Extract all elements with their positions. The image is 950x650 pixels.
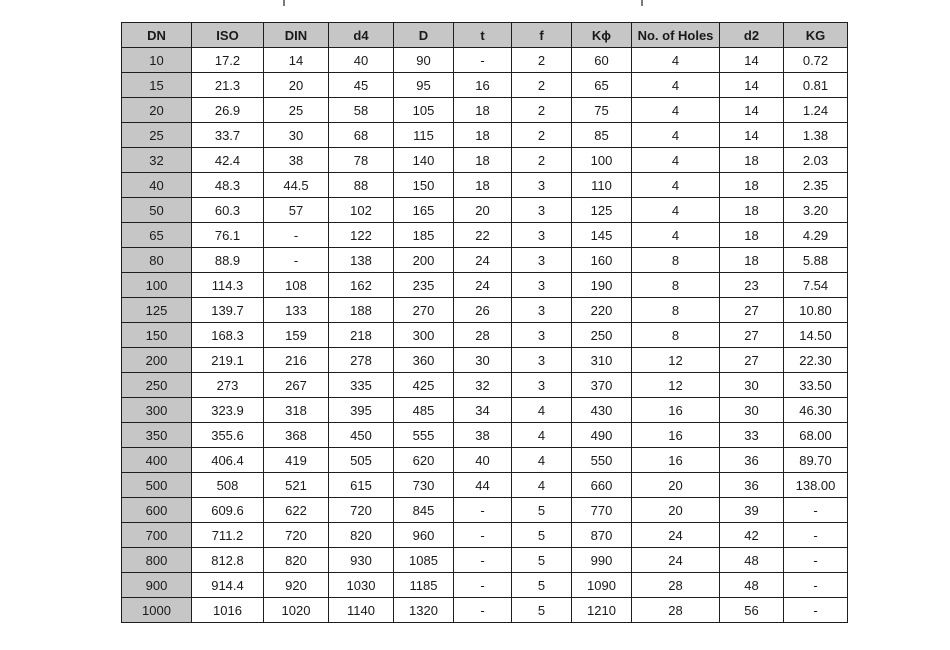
cell-d2: 42 xyxy=(720,523,784,548)
cell-iso: 26.9 xyxy=(192,98,264,123)
cell-t: 32 xyxy=(454,373,512,398)
cell-f: 3 xyxy=(512,273,572,298)
cell-din: 108 xyxy=(264,273,329,298)
cell-iso: 406.4 xyxy=(192,448,264,473)
cell-dn: 40 xyxy=(122,173,192,198)
cell-k-phi: 100 xyxy=(572,148,632,173)
cell-dn: 25 xyxy=(122,123,192,148)
cell-k-phi: 125 xyxy=(572,198,632,223)
cell-iso: 323.9 xyxy=(192,398,264,423)
cell-t: 18 xyxy=(454,173,512,198)
cell-t: 30 xyxy=(454,348,512,373)
cell-t: 16 xyxy=(454,73,512,98)
cell-kg: 46.30 xyxy=(784,398,848,423)
cell-d: 300 xyxy=(394,323,454,348)
cell-iso: 42.4 xyxy=(192,148,264,173)
cell-no-of-holes: 28 xyxy=(632,598,720,623)
cell-k-phi: 85 xyxy=(572,123,632,148)
column-header-kg: KG xyxy=(784,23,848,48)
cell-t: 24 xyxy=(454,273,512,298)
cell-d4: 138 xyxy=(329,248,394,273)
cell-d: 360 xyxy=(394,348,454,373)
table-row xyxy=(122,573,848,598)
cell-d2: 48 xyxy=(720,548,784,573)
cell-iso: 355.6 xyxy=(192,423,264,448)
cell-k-phi: 430 xyxy=(572,398,632,423)
cell-k-phi: 190 xyxy=(572,273,632,298)
cell-iso: 60.3 xyxy=(192,198,264,223)
cell-kg: 2.35 xyxy=(784,173,848,198)
cell-f: 4 xyxy=(512,473,572,498)
cell-t: 38 xyxy=(454,423,512,448)
cell-f: 3 xyxy=(512,248,572,273)
cell-d: 960 xyxy=(394,523,454,548)
cell-no-of-holes: 20 xyxy=(632,473,720,498)
cell-k-phi: 310 xyxy=(572,348,632,373)
table-row xyxy=(122,173,848,198)
cell-t: - xyxy=(454,523,512,548)
table-row xyxy=(122,323,848,348)
cell-d: 1085 xyxy=(394,548,454,573)
cell-d2: 27 xyxy=(720,323,784,348)
cell-d4: 78 xyxy=(329,148,394,173)
table-row xyxy=(122,473,848,498)
cell-d: 1185 xyxy=(394,573,454,598)
column-header-k-phi: Kϕ xyxy=(572,23,632,48)
table-row xyxy=(122,223,848,248)
cell-no-of-holes: 4 xyxy=(632,123,720,148)
cell-kg: - xyxy=(784,523,848,548)
cell-no-of-holes: 8 xyxy=(632,273,720,298)
cell-d4: 278 xyxy=(329,348,394,373)
cell-d2: 30 xyxy=(720,398,784,423)
cell-k-phi: 110 xyxy=(572,173,632,198)
cell-d: 270 xyxy=(394,298,454,323)
cell-iso: 33.7 xyxy=(192,123,264,148)
cell-k-phi: 250 xyxy=(572,323,632,348)
cell-d4: 188 xyxy=(329,298,394,323)
cell-no-of-holes: 4 xyxy=(632,48,720,73)
cell-k-phi: 160 xyxy=(572,248,632,273)
cell-d4: 218 xyxy=(329,323,394,348)
cropped-text-fragment xyxy=(283,0,285,6)
column-header-t: t xyxy=(454,23,512,48)
table-row xyxy=(122,373,848,398)
table-row xyxy=(122,348,848,373)
cell-kg: - xyxy=(784,498,848,523)
cell-f: 4 xyxy=(512,423,572,448)
cell-d2: 36 xyxy=(720,448,784,473)
cell-iso: 168.3 xyxy=(192,323,264,348)
cell-d2: 14 xyxy=(720,98,784,123)
cell-iso: 1016 xyxy=(192,598,264,623)
cell-d2: 39 xyxy=(720,498,784,523)
cell-t: - xyxy=(454,573,512,598)
cell-f: 5 xyxy=(512,573,572,598)
column-header-no-of-holes: No. of Holes xyxy=(632,23,720,48)
cell-iso: 114.3 xyxy=(192,273,264,298)
cell-din: - xyxy=(264,248,329,273)
cell-d: 1320 xyxy=(394,598,454,623)
cell-kg: 14.50 xyxy=(784,323,848,348)
cell-no-of-holes: 4 xyxy=(632,98,720,123)
table-row xyxy=(122,448,848,473)
flange-dimensions-table xyxy=(121,22,848,623)
cell-iso: 812.8 xyxy=(192,548,264,573)
cell-d2: 36 xyxy=(720,473,784,498)
cell-f: 3 xyxy=(512,373,572,398)
cell-dn: 65 xyxy=(122,223,192,248)
cell-iso: 508 xyxy=(192,473,264,498)
table-row xyxy=(122,548,848,573)
cell-d4: 68 xyxy=(329,123,394,148)
cell-kg: 22.30 xyxy=(784,348,848,373)
cell-d2: 33 xyxy=(720,423,784,448)
table-row xyxy=(122,248,848,273)
cell-iso: 21.3 xyxy=(192,73,264,98)
cell-k-phi: 990 xyxy=(572,548,632,573)
cell-kg: 10.80 xyxy=(784,298,848,323)
column-header-f: f xyxy=(512,23,572,48)
cell-dn: 500 xyxy=(122,473,192,498)
cell-f: 3 xyxy=(512,173,572,198)
cell-no-of-holes: 8 xyxy=(632,298,720,323)
cell-din: 1020 xyxy=(264,598,329,623)
cell-k-phi: 370 xyxy=(572,373,632,398)
cell-iso: 139.7 xyxy=(192,298,264,323)
cell-f: 5 xyxy=(512,498,572,523)
cell-iso: 17.2 xyxy=(192,48,264,73)
cell-t: 20 xyxy=(454,198,512,223)
cell-d2: 18 xyxy=(720,148,784,173)
cell-d2: 56 xyxy=(720,598,784,623)
cell-dn: 125 xyxy=(122,298,192,323)
cell-f: 3 xyxy=(512,348,572,373)
cell-din: 159 xyxy=(264,323,329,348)
column-header-iso: ISO xyxy=(192,23,264,48)
cell-d4: 40 xyxy=(329,48,394,73)
cell-din: 318 xyxy=(264,398,329,423)
cell-f: 4 xyxy=(512,398,572,423)
cell-f: 2 xyxy=(512,73,572,98)
cell-dn: 15 xyxy=(122,73,192,98)
cell-k-phi: 145 xyxy=(572,223,632,248)
cell-no-of-holes: 16 xyxy=(632,423,720,448)
cell-iso: 914.4 xyxy=(192,573,264,598)
cell-k-phi: 220 xyxy=(572,298,632,323)
cell-dn: 800 xyxy=(122,548,192,573)
cell-d: 105 xyxy=(394,98,454,123)
cell-k-phi: 550 xyxy=(572,448,632,473)
cell-d4: 102 xyxy=(329,198,394,223)
cell-kg: 1.24 xyxy=(784,98,848,123)
cell-f: 3 xyxy=(512,223,572,248)
cell-dn: 1000 xyxy=(122,598,192,623)
table-row xyxy=(122,198,848,223)
table-row xyxy=(122,523,848,548)
cell-kg: 3.20 xyxy=(784,198,848,223)
cell-k-phi: 660 xyxy=(572,473,632,498)
cell-d: 200 xyxy=(394,248,454,273)
cell-d4: 58 xyxy=(329,98,394,123)
cell-d4: 395 xyxy=(329,398,394,423)
cell-dn: 250 xyxy=(122,373,192,398)
cell-d2: 14 xyxy=(720,73,784,98)
cell-t: - xyxy=(454,548,512,573)
cell-k-phi: 60 xyxy=(572,48,632,73)
cell-t: 44 xyxy=(454,473,512,498)
cell-d: 140 xyxy=(394,148,454,173)
table-row xyxy=(122,298,848,323)
cell-k-phi: 75 xyxy=(572,98,632,123)
cell-d2: 18 xyxy=(720,173,784,198)
table-row xyxy=(122,73,848,98)
cell-dn: 10 xyxy=(122,48,192,73)
cell-kg: 33.50 xyxy=(784,373,848,398)
cell-d4: 450 xyxy=(329,423,394,448)
cell-k-phi: 1090 xyxy=(572,573,632,598)
cell-d4: 720 xyxy=(329,498,394,523)
column-header-dn: DN xyxy=(122,23,192,48)
cell-t: 40 xyxy=(454,448,512,473)
cell-kg: 89.70 xyxy=(784,448,848,473)
cell-iso: 273 xyxy=(192,373,264,398)
cell-f: 2 xyxy=(512,123,572,148)
cell-t: 22 xyxy=(454,223,512,248)
cell-no-of-holes: 4 xyxy=(632,198,720,223)
cell-kg: 0.81 xyxy=(784,73,848,98)
cropped-text-fragment xyxy=(641,0,643,6)
cell-d4: 88 xyxy=(329,173,394,198)
cell-d: 485 xyxy=(394,398,454,423)
cell-dn: 20 xyxy=(122,98,192,123)
cell-d2: 23 xyxy=(720,273,784,298)
cell-kg: 4.29 xyxy=(784,223,848,248)
cell-d: 90 xyxy=(394,48,454,73)
cell-d4: 335 xyxy=(329,373,394,398)
cell-din: 267 xyxy=(264,373,329,398)
cell-d4: 505 xyxy=(329,448,394,473)
cell-kg: 138.00 xyxy=(784,473,848,498)
cell-kg: 2.03 xyxy=(784,148,848,173)
cell-t: 18 xyxy=(454,98,512,123)
cell-d4: 615 xyxy=(329,473,394,498)
table-row xyxy=(122,123,848,148)
cell-dn: 50 xyxy=(122,198,192,223)
cell-t: 28 xyxy=(454,323,512,348)
cell-iso: 711.2 xyxy=(192,523,264,548)
cropped-heading-fragments xyxy=(0,0,950,10)
cell-no-of-holes: 16 xyxy=(632,398,720,423)
cell-din: 720 xyxy=(264,523,329,548)
cell-d4: 930 xyxy=(329,548,394,573)
cell-k-phi: 870 xyxy=(572,523,632,548)
cell-din: 622 xyxy=(264,498,329,523)
cell-din: 920 xyxy=(264,573,329,598)
cell-iso: 609.6 xyxy=(192,498,264,523)
cell-no-of-holes: 4 xyxy=(632,223,720,248)
cell-d2: 18 xyxy=(720,223,784,248)
cell-t: 34 xyxy=(454,398,512,423)
table-row xyxy=(122,98,848,123)
cell-k-phi: 490 xyxy=(572,423,632,448)
cell-f: 2 xyxy=(512,148,572,173)
cell-no-of-holes: 16 xyxy=(632,448,720,473)
cell-dn: 100 xyxy=(122,273,192,298)
cell-dn: 900 xyxy=(122,573,192,598)
cell-din: 820 xyxy=(264,548,329,573)
cell-kg: - xyxy=(784,598,848,623)
cell-no-of-holes: 8 xyxy=(632,248,720,273)
cell-kg: - xyxy=(784,573,848,598)
cell-din: 57 xyxy=(264,198,329,223)
cell-no-of-holes: 4 xyxy=(632,148,720,173)
cell-f: 2 xyxy=(512,98,572,123)
cell-dn: 350 xyxy=(122,423,192,448)
cell-f: 2 xyxy=(512,48,572,73)
column-header-din: DIN xyxy=(264,23,329,48)
cell-din: 20 xyxy=(264,73,329,98)
cell-kg: 7.54 xyxy=(784,273,848,298)
table-row xyxy=(122,423,848,448)
cell-dn: 80 xyxy=(122,248,192,273)
table-row xyxy=(122,273,848,298)
cell-t: 18 xyxy=(454,123,512,148)
cell-no-of-holes: 8 xyxy=(632,323,720,348)
cell-d: 115 xyxy=(394,123,454,148)
cell-din: 14 xyxy=(264,48,329,73)
cell-din: 521 xyxy=(264,473,329,498)
cell-d4: 45 xyxy=(329,73,394,98)
cell-d: 150 xyxy=(394,173,454,198)
cell-iso: 219.1 xyxy=(192,348,264,373)
cell-dn: 200 xyxy=(122,348,192,373)
cell-iso: 76.1 xyxy=(192,223,264,248)
cell-f: 5 xyxy=(512,598,572,623)
cell-d4: 122 xyxy=(329,223,394,248)
cell-dn: 600 xyxy=(122,498,192,523)
cell-d4: 1030 xyxy=(329,573,394,598)
cell-t: - xyxy=(454,498,512,523)
cell-d4: 1140 xyxy=(329,598,394,623)
cell-din: 30 xyxy=(264,123,329,148)
cell-no-of-holes: 4 xyxy=(632,73,720,98)
table-row xyxy=(122,498,848,523)
cell-dn: 400 xyxy=(122,448,192,473)
cell-f: 3 xyxy=(512,298,572,323)
cell-kg: - xyxy=(784,548,848,573)
cell-d4: 820 xyxy=(329,523,394,548)
cell-f: 3 xyxy=(512,198,572,223)
cell-d: 185 xyxy=(394,223,454,248)
cell-d2: 18 xyxy=(720,198,784,223)
cell-din: 216 xyxy=(264,348,329,373)
cell-d2: 27 xyxy=(720,348,784,373)
cell-k-phi: 1210 xyxy=(572,598,632,623)
cell-d: 95 xyxy=(394,73,454,98)
table-row xyxy=(122,148,848,173)
cell-d2: 30 xyxy=(720,373,784,398)
cell-t: - xyxy=(454,48,512,73)
flange-dimensions-table-container xyxy=(121,22,847,623)
cell-dn: 700 xyxy=(122,523,192,548)
cell-din: 419 xyxy=(264,448,329,473)
cell-no-of-holes: 4 xyxy=(632,173,720,198)
table-body xyxy=(122,48,848,623)
cell-iso: 48.3 xyxy=(192,173,264,198)
cell-f: 5 xyxy=(512,548,572,573)
column-header-d2: d2 xyxy=(720,23,784,48)
cell-kg: 5.88 xyxy=(784,248,848,273)
cell-din: 368 xyxy=(264,423,329,448)
cell-d: 730 xyxy=(394,473,454,498)
cell-d2: 48 xyxy=(720,573,784,598)
cell-d: 165 xyxy=(394,198,454,223)
cell-no-of-holes: 24 xyxy=(632,523,720,548)
table-header-row xyxy=(122,23,848,48)
table-row xyxy=(122,398,848,423)
table-row xyxy=(122,598,848,623)
cell-dn: 32 xyxy=(122,148,192,173)
cell-no-of-holes: 12 xyxy=(632,373,720,398)
cell-d2: 14 xyxy=(720,123,784,148)
cell-no-of-holes: 24 xyxy=(632,548,720,573)
cell-t: - xyxy=(454,598,512,623)
cell-din: 44.5 xyxy=(264,173,329,198)
cell-d2: 14 xyxy=(720,48,784,73)
cell-f: 3 xyxy=(512,323,572,348)
table-row xyxy=(122,48,848,73)
cell-t: 24 xyxy=(454,248,512,273)
cell-kg: 68.00 xyxy=(784,423,848,448)
cell-din: - xyxy=(264,223,329,248)
cell-d: 235 xyxy=(394,273,454,298)
cell-no-of-holes: 28 xyxy=(632,573,720,598)
cell-d2: 18 xyxy=(720,248,784,273)
cell-iso: 88.9 xyxy=(192,248,264,273)
cell-t: 18 xyxy=(454,148,512,173)
cell-d: 555 xyxy=(394,423,454,448)
cell-f: 5 xyxy=(512,523,572,548)
cell-d4: 162 xyxy=(329,273,394,298)
cell-f: 4 xyxy=(512,448,572,473)
column-header-d4: d4 xyxy=(329,23,394,48)
column-header-d: D xyxy=(394,23,454,48)
cell-din: 38 xyxy=(264,148,329,173)
cell-kg: 0.72 xyxy=(784,48,848,73)
cell-din: 133 xyxy=(264,298,329,323)
cell-dn: 300 xyxy=(122,398,192,423)
cell-k-phi: 770 xyxy=(572,498,632,523)
cell-d2: 27 xyxy=(720,298,784,323)
cell-d: 620 xyxy=(394,448,454,473)
cell-d: 425 xyxy=(394,373,454,398)
cell-d: 845 xyxy=(394,498,454,523)
cell-din: 25 xyxy=(264,98,329,123)
cell-dn: 150 xyxy=(122,323,192,348)
cell-kg: 1.38 xyxy=(784,123,848,148)
cell-no-of-holes: 20 xyxy=(632,498,720,523)
cell-no-of-holes: 12 xyxy=(632,348,720,373)
cell-k-phi: 65 xyxy=(572,73,632,98)
cell-t: 26 xyxy=(454,298,512,323)
